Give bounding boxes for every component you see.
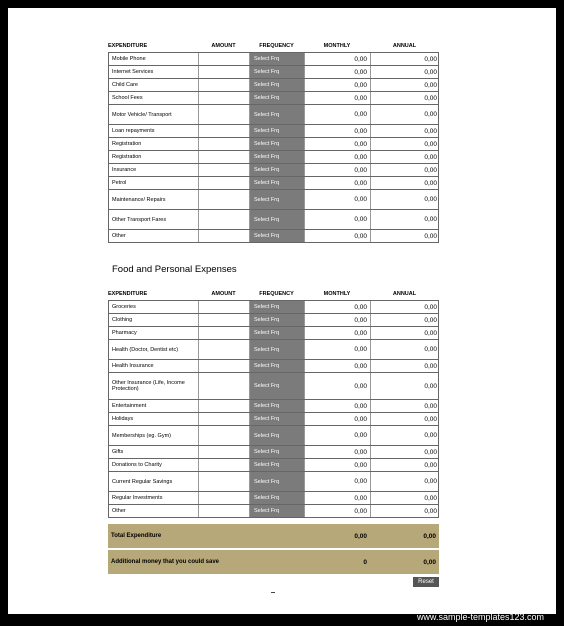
table-row	[108, 52, 439, 66]
monthly-value: 0,00	[305, 53, 371, 65]
amount-input[interactable]	[199, 151, 250, 163]
amount-input[interactable]	[199, 230, 250, 242]
table-row	[108, 66, 439, 79]
amount-input[interactable]	[199, 459, 250, 471]
monthly-value: 0,00	[305, 446, 371, 458]
annual-value: 0,00	[424, 478, 437, 485]
frequency-select[interactable]: Select Frq	[250, 446, 305, 458]
monthly-value: 0,00	[305, 177, 371, 189]
annual-value: 0,00	[424, 432, 437, 439]
monthly-value: 0,00	[305, 190, 371, 209]
frequency-select[interactable]: Select Frq	[250, 492, 305, 504]
additional-annual: 0,00	[423, 558, 436, 566]
table-row	[108, 492, 439, 505]
header-monthly: MONTHLY	[323, 291, 351, 297]
monthly-value: 0,00	[305, 66, 371, 78]
frequency-select[interactable]: Select Frq	[250, 190, 305, 209]
monthly-value: 0,00	[305, 327, 371, 339]
amount-input[interactable]	[199, 79, 250, 91]
monthly-value: 0,00	[305, 413, 371, 425]
amount-input[interactable]	[199, 105, 250, 124]
table-row	[108, 177, 439, 190]
expense-label: School Fees	[109, 92, 199, 104]
monthly-value: 0,00	[305, 164, 371, 176]
annual-value: 0,00	[424, 494, 437, 502]
amount-input[interactable]	[199, 190, 250, 209]
expense-label: Memberships (eg. Gym)	[109, 426, 199, 445]
total-label: Total Expenditure	[111, 533, 162, 539]
amount-input[interactable]	[199, 164, 250, 176]
amount-input[interactable]	[199, 210, 250, 229]
frequency-select[interactable]: Select Frq	[250, 151, 305, 163]
annual-value: 0,00	[424, 94, 437, 102]
amount-input[interactable]	[199, 314, 250, 326]
header-monthly: MONTHLY	[323, 43, 351, 49]
annual-value: 0,00	[424, 216, 437, 223]
annual-value: 0,00	[424, 362, 437, 370]
table-row	[108, 472, 439, 492]
expense-label: Gifts	[109, 446, 199, 458]
table-row	[108, 505, 439, 518]
additional-row	[108, 550, 439, 574]
expense-label: Mobile Phone	[109, 53, 199, 65]
monthly-value: 0,00	[305, 92, 371, 104]
frequency-select[interactable]: Select Frq	[250, 340, 305, 359]
expense-label: Child Care	[109, 79, 199, 91]
header-frequency: FREQUENCY	[259, 43, 294, 49]
amount-input[interactable]	[199, 177, 250, 189]
annual-value: 0,00	[424, 402, 437, 410]
frequency-select[interactable]: Select Frq	[250, 400, 305, 412]
monthly-value: 0,00	[305, 301, 371, 313]
expense-label: Regular Investments	[109, 492, 199, 504]
header-expenditure: EXPENDITURE	[108, 291, 148, 297]
monthly-value: 0,00	[305, 125, 371, 137]
expense-label: Insurance	[109, 164, 199, 176]
reset-button[interactable]: Reset	[413, 577, 439, 587]
frequency-select[interactable]: Select Frq	[250, 92, 305, 104]
additional-monthly: 0	[363, 558, 367, 566]
expense-label: Holidays	[109, 413, 199, 425]
monthly-value: 0,00	[305, 426, 371, 445]
expense-label: Donations to Charity	[109, 459, 199, 471]
monthly-value: 0,00	[305, 340, 371, 359]
table-row	[108, 164, 439, 177]
header-amount: AMOUNT	[211, 291, 236, 297]
annual-value: 0,00	[424, 166, 437, 174]
expense-label: Other	[109, 505, 199, 517]
amount-input[interactable]	[199, 426, 250, 445]
expense-label: Other Transport Fares	[109, 210, 199, 229]
table-row	[108, 327, 439, 340]
monthly-value: 0,00	[305, 373, 371, 399]
amount-input[interactable]	[199, 472, 250, 491]
frequency-select[interactable]: Select Frq	[250, 360, 305, 372]
frequency-select[interactable]: Select Frq	[250, 164, 305, 176]
frequency-select[interactable]: Select Frq	[250, 79, 305, 91]
annual-value: 0,00	[424, 461, 437, 469]
annual-value: 0,00	[424, 111, 437, 118]
table-row	[108, 79, 439, 92]
frequency-select[interactable]: Select Frq	[250, 459, 305, 471]
total-annual: 0,00	[423, 532, 436, 540]
expense-label: Maintenance/ Repairs	[109, 190, 199, 209]
annual-value: 0,00	[424, 81, 437, 89]
annual-value: 0,00	[424, 329, 437, 337]
monthly-value: 0,00	[305, 151, 371, 163]
amount-input[interactable]	[199, 138, 250, 150]
annual-value: 0,00	[424, 153, 437, 161]
monthly-value: 0,00	[305, 505, 371, 517]
annual-value: 0,00	[424, 448, 437, 456]
table-row	[108, 340, 439, 360]
annual-value: 0,00	[424, 303, 437, 311]
expense-label: Health (Doctor, Dentist etc)	[109, 340, 199, 359]
frequency-select[interactable]: Select Frq	[250, 230, 305, 242]
table-row	[108, 138, 439, 151]
footer-strip	[8, 614, 556, 626]
transport-table	[108, 40, 439, 243]
frequency-select[interactable]: Select Frq	[250, 138, 305, 150]
monthly-value: 0,00	[305, 105, 371, 124]
monthly-value: 0,00	[305, 472, 371, 491]
annual-value: 0,00	[424, 346, 437, 353]
expense-label: Registration	[109, 138, 199, 150]
table-header	[108, 288, 439, 300]
amount-input[interactable]	[199, 92, 250, 104]
annual-value: 0,00	[424, 507, 437, 515]
additional-label: Additional money that you could save	[111, 559, 220, 565]
header-annual: ANNUAL	[392, 43, 417, 49]
expense-label: Petrol	[109, 177, 199, 189]
header-annual: ANNUAL	[392, 291, 417, 297]
frequency-select[interactable]: Select Frq	[250, 472, 305, 491]
header-amount: AMOUNT	[211, 43, 236, 49]
frequency-select[interactable]: Select Frq	[250, 53, 305, 65]
expense-label: Clothing	[109, 314, 199, 326]
frequency-select[interactable]: Select Frq	[250, 314, 305, 326]
monthly-value: 0,00	[305, 400, 371, 412]
food-table	[108, 288, 439, 518]
annual-value: 0,00	[424, 68, 437, 76]
annual-value: 0,00	[424, 55, 437, 63]
table-row	[108, 426, 439, 446]
monthly-value: 0,00	[305, 492, 371, 504]
expense-label: Health Insurance	[109, 360, 199, 372]
site-watermark: www.sample-templates123.com	[416, 612, 544, 622]
amount-input[interactable]	[199, 327, 250, 339]
amount-input[interactable]	[199, 66, 250, 78]
frequency-select[interactable]: Select Frq	[250, 373, 305, 399]
table-row	[108, 459, 439, 472]
annual-value: 0,00	[424, 316, 437, 324]
annual-value: 0,00	[424, 127, 437, 135]
table-row	[108, 190, 439, 210]
amount-input[interactable]	[199, 340, 250, 359]
table-row	[108, 105, 439, 125]
total-row	[108, 524, 439, 548]
expense-label: Internet Services	[109, 66, 199, 78]
frequency-select[interactable]: Select Frq	[250, 413, 305, 425]
frequency-select[interactable]: Select Frq	[250, 505, 305, 517]
frequency-select[interactable]: Select Frq	[250, 210, 305, 229]
header-expenditure: EXPENDITURE	[108, 43, 148, 49]
frequency-select[interactable]: Select Frq	[250, 177, 305, 189]
table-row	[108, 413, 439, 426]
total-monthly: 0,00	[354, 532, 367, 540]
frequency-select[interactable]: Select Frq	[250, 327, 305, 339]
expense-label: Loan repayments	[109, 125, 199, 137]
table-row	[108, 151, 439, 164]
table-header	[108, 40, 439, 52]
expense-label: Motor Vehicle/ Transport	[109, 105, 199, 124]
frequency-select[interactable]: Select Frq	[250, 66, 305, 78]
table-row	[108, 446, 439, 459]
table-row	[108, 125, 439, 138]
page-marker	[271, 592, 275, 593]
header-frequency: FREQUENCY	[259, 291, 294, 297]
annual-value: 0,00	[424, 232, 437, 240]
frequency-select[interactable]: Select Frq	[250, 105, 305, 124]
section-title: Food and Personal Expenses	[112, 264, 237, 275]
frequency-select[interactable]: Select Frq	[250, 426, 305, 445]
amount-input[interactable]	[199, 360, 250, 372]
frequency-select[interactable]: Select Frq	[250, 301, 305, 313]
expense-label: Other Insurance (Life, Income Protection)	[109, 373, 199, 399]
amount-input[interactable]	[199, 400, 250, 412]
monthly-value: 0,00	[305, 79, 371, 91]
annual-value: 0,00	[424, 196, 437, 203]
amount-input[interactable]	[199, 53, 250, 65]
table-row	[108, 373, 439, 400]
table-row	[108, 92, 439, 105]
table-row	[108, 400, 439, 413]
annual-value: 0,00	[424, 140, 437, 148]
amount-input[interactable]	[199, 125, 250, 137]
amount-input[interactable]	[199, 505, 250, 517]
annual-value: 0,00	[424, 179, 437, 187]
monthly-value: 0,00	[305, 314, 371, 326]
monthly-value: 0,00	[305, 138, 371, 150]
expense-label: Registration	[109, 151, 199, 163]
amount-input[interactable]	[199, 373, 250, 399]
monthly-value: 0,00	[305, 210, 371, 229]
annual-value: 0,00	[424, 382, 437, 390]
table-row	[108, 300, 439, 314]
table-row	[108, 360, 439, 373]
expense-label: Entertainment	[109, 400, 199, 412]
frequency-select[interactable]: Select Frq	[250, 125, 305, 137]
amount-input[interactable]	[199, 301, 250, 313]
table-row	[108, 314, 439, 327]
expense-label: Pharmacy	[109, 327, 199, 339]
monthly-value: 0,00	[305, 230, 371, 242]
table-row	[108, 210, 439, 230]
amount-input[interactable]	[199, 413, 250, 425]
monthly-value: 0,00	[305, 459, 371, 471]
amount-input[interactable]	[199, 492, 250, 504]
expense-label: Other	[109, 230, 199, 242]
amount-input[interactable]	[199, 446, 250, 458]
annual-value: 0,00	[424, 415, 437, 423]
expense-label: Current Regular Savings	[109, 472, 199, 491]
table-row	[108, 230, 439, 243]
expense-label: Groceries	[109, 301, 199, 313]
monthly-value: 0,00	[305, 360, 371, 372]
